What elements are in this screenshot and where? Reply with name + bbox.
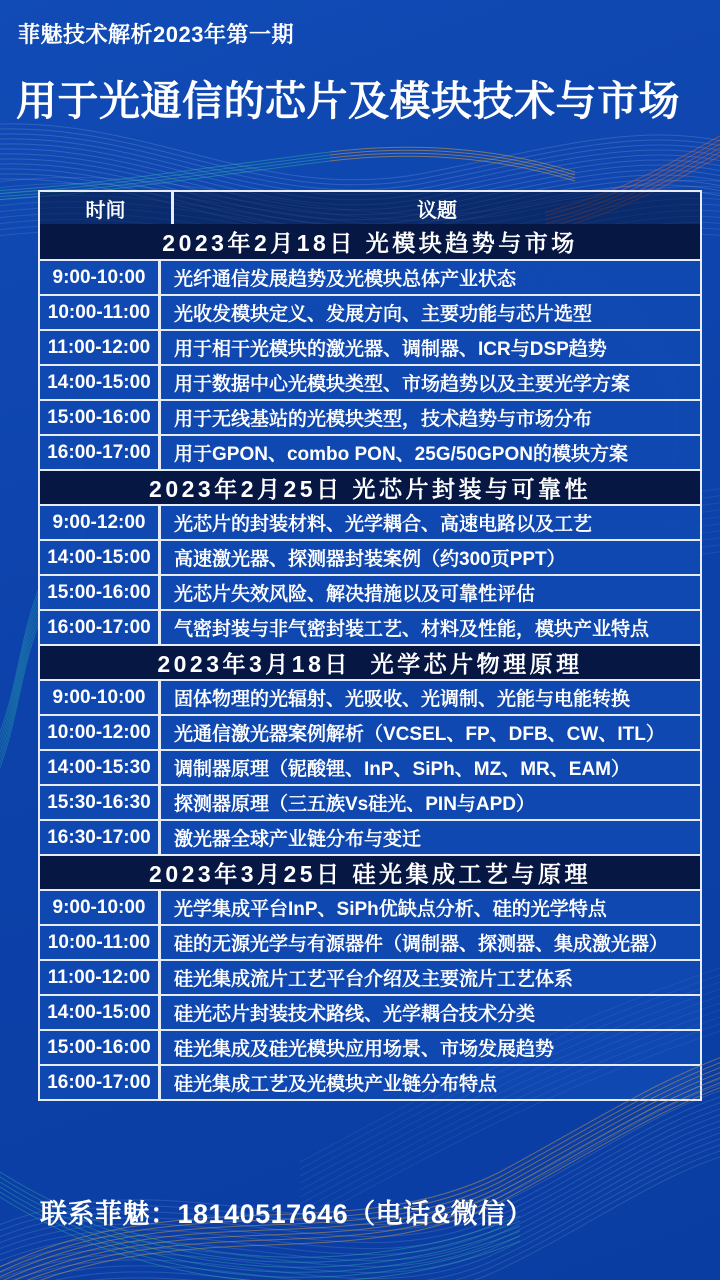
time-cell: 9:00-10:00 — [40, 261, 161, 294]
topic-cell: 气密封装与非气密封装工艺、材料及性能，模块产业特点 — [174, 619, 650, 640]
topic-cell: 激光器全球产业链分布与变迁 — [174, 829, 422, 850]
section-date-row: 2023年2月25日 光芯片封装与可靠性 — [40, 469, 700, 504]
table-row — [40, 609, 700, 644]
column-header-time: 时间 — [40, 192, 174, 224]
schedule-table — [38, 190, 702, 1101]
table-row — [40, 714, 700, 749]
time-cell: 10:00-11:00 — [40, 926, 161, 959]
time-cell: 9:00-10:00 — [40, 681, 161, 714]
time-cell: 10:00-12:00 — [40, 716, 161, 749]
column-header-topic: 议题 — [417, 199, 457, 222]
table-row — [40, 784, 700, 819]
topic-cell: 用于GPON、combo PON、25G/50GPON的模块方案 — [174, 444, 628, 465]
time-cell: 15:00-16:00 — [40, 1031, 161, 1064]
table-row — [40, 749, 700, 784]
section-date-row: 2023年3月25日 硅光集成工艺与原理 — [40, 854, 700, 889]
table-row — [40, 434, 700, 469]
table-row — [40, 1029, 700, 1064]
edition-label: 菲魅技术解析2023年第一期 — [18, 22, 294, 47]
topic-cell: 硅光集成工艺及光模块产业链分布特点 — [174, 1074, 498, 1095]
time-cell: 14:00-15:00 — [40, 366, 161, 399]
table-row — [40, 924, 700, 959]
topic-cell: 固体物理的光辐射、光吸收、光调制、光能与电能转换 — [174, 689, 631, 710]
table-row — [40, 679, 700, 714]
topic-cell: 用于无线基站的光模块类型，技术趋势与市场分布 — [174, 409, 593, 430]
table-row — [40, 539, 700, 574]
table-row — [40, 819, 700, 854]
time-cell: 15:00-16:00 — [40, 576, 161, 609]
time-cell: 15:30-16:30 — [40, 786, 161, 819]
table-row — [40, 259, 700, 294]
section-date-row: 2023年3月18日 光学芯片物理原理 — [40, 644, 700, 679]
page-title: 用于光通信的芯片及模块技术与市场 — [16, 78, 680, 124]
time-cell: 11:00-12:00 — [40, 331, 161, 364]
topic-cell: 用于数据中心光模块类型、市场趋势以及主要光学方案 — [174, 374, 631, 395]
table-row — [40, 574, 700, 609]
time-cell: 16:00-17:00 — [40, 1066, 161, 1099]
time-cell: 10:00-11:00 — [40, 296, 161, 329]
table-row — [40, 399, 700, 434]
topic-cell: 硅的无源光学与有源器件（调制器、探测器、集成激光器） — [174, 934, 669, 955]
topic-cell: 调制器原理（铌酸锂、InP、SiPh、MZ、MR、EAM） — [174, 759, 630, 780]
topic-cell: 用于相干光模块的激光器、调制器、ICR与DSP趋势 — [174, 339, 607, 360]
table-row — [40, 994, 700, 1029]
time-cell: 16:00-17:00 — [40, 436, 161, 469]
table-row — [40, 504, 700, 539]
topic-cell: 硅光集成及硅光模块应用场景、市场发展趋势 — [174, 1039, 555, 1060]
table-row — [40, 294, 700, 329]
topic-cell: 硅光芯片封装技术路线、光学耦合技术分类 — [174, 1004, 536, 1025]
contact-info: 联系菲魅：18140517646（电话&微信） — [40, 1199, 534, 1229]
table-row — [40, 889, 700, 924]
table-row — [40, 1064, 700, 1099]
table-header-row — [40, 192, 700, 224]
topic-cell: 光收发模块定义、发展方向、主要功能与芯片选型 — [174, 304, 593, 325]
time-cell: 14:00-15:00 — [40, 996, 161, 1029]
time-cell: 15:00-16:00 — [40, 401, 161, 434]
topic-cell: 光芯片的封装材料、光学耦合、高速电路以及工艺 — [174, 514, 593, 535]
table-row — [40, 329, 700, 364]
table-body — [40, 224, 700, 1099]
time-cell: 9:00-10:00 — [40, 891, 161, 924]
topic-cell: 高速激光器、探测器封装案例（约300页PPT） — [174, 549, 566, 570]
section-date-row: 2023年2月18日 光模块趋势与市场 — [40, 224, 700, 259]
table-row — [40, 959, 700, 994]
time-cell: 14:00-15:30 — [40, 751, 161, 784]
topic-cell: 硅光集成流片工艺平台介绍及主要流片工艺体系 — [174, 969, 574, 990]
table-row — [40, 364, 700, 399]
topic-cell: 光纤通信发展趋势及光模块总体产业状态 — [174, 269, 517, 290]
time-cell: 16:30-17:00 — [40, 821, 161, 854]
topic-cell: 光学集成平台InP、SiPh优缺点分析、硅的光学特点 — [174, 899, 607, 920]
time-cell: 11:00-12:00 — [40, 961, 161, 994]
time-cell: 14:00-15:00 — [40, 541, 161, 574]
topic-cell: 光通信激光器案例解析（VCSEL、FP、DFB、CW、ITL） — [174, 724, 665, 745]
topic-cell: 光芯片失效风险、解决措施以及可靠性评估 — [174, 584, 536, 605]
time-cell: 16:00-17:00 — [40, 611, 161, 644]
time-cell: 9:00-12:00 — [40, 506, 161, 539]
topic-cell: 探测器原理（三五族Vs硅光、PIN与APD） — [174, 794, 536, 815]
